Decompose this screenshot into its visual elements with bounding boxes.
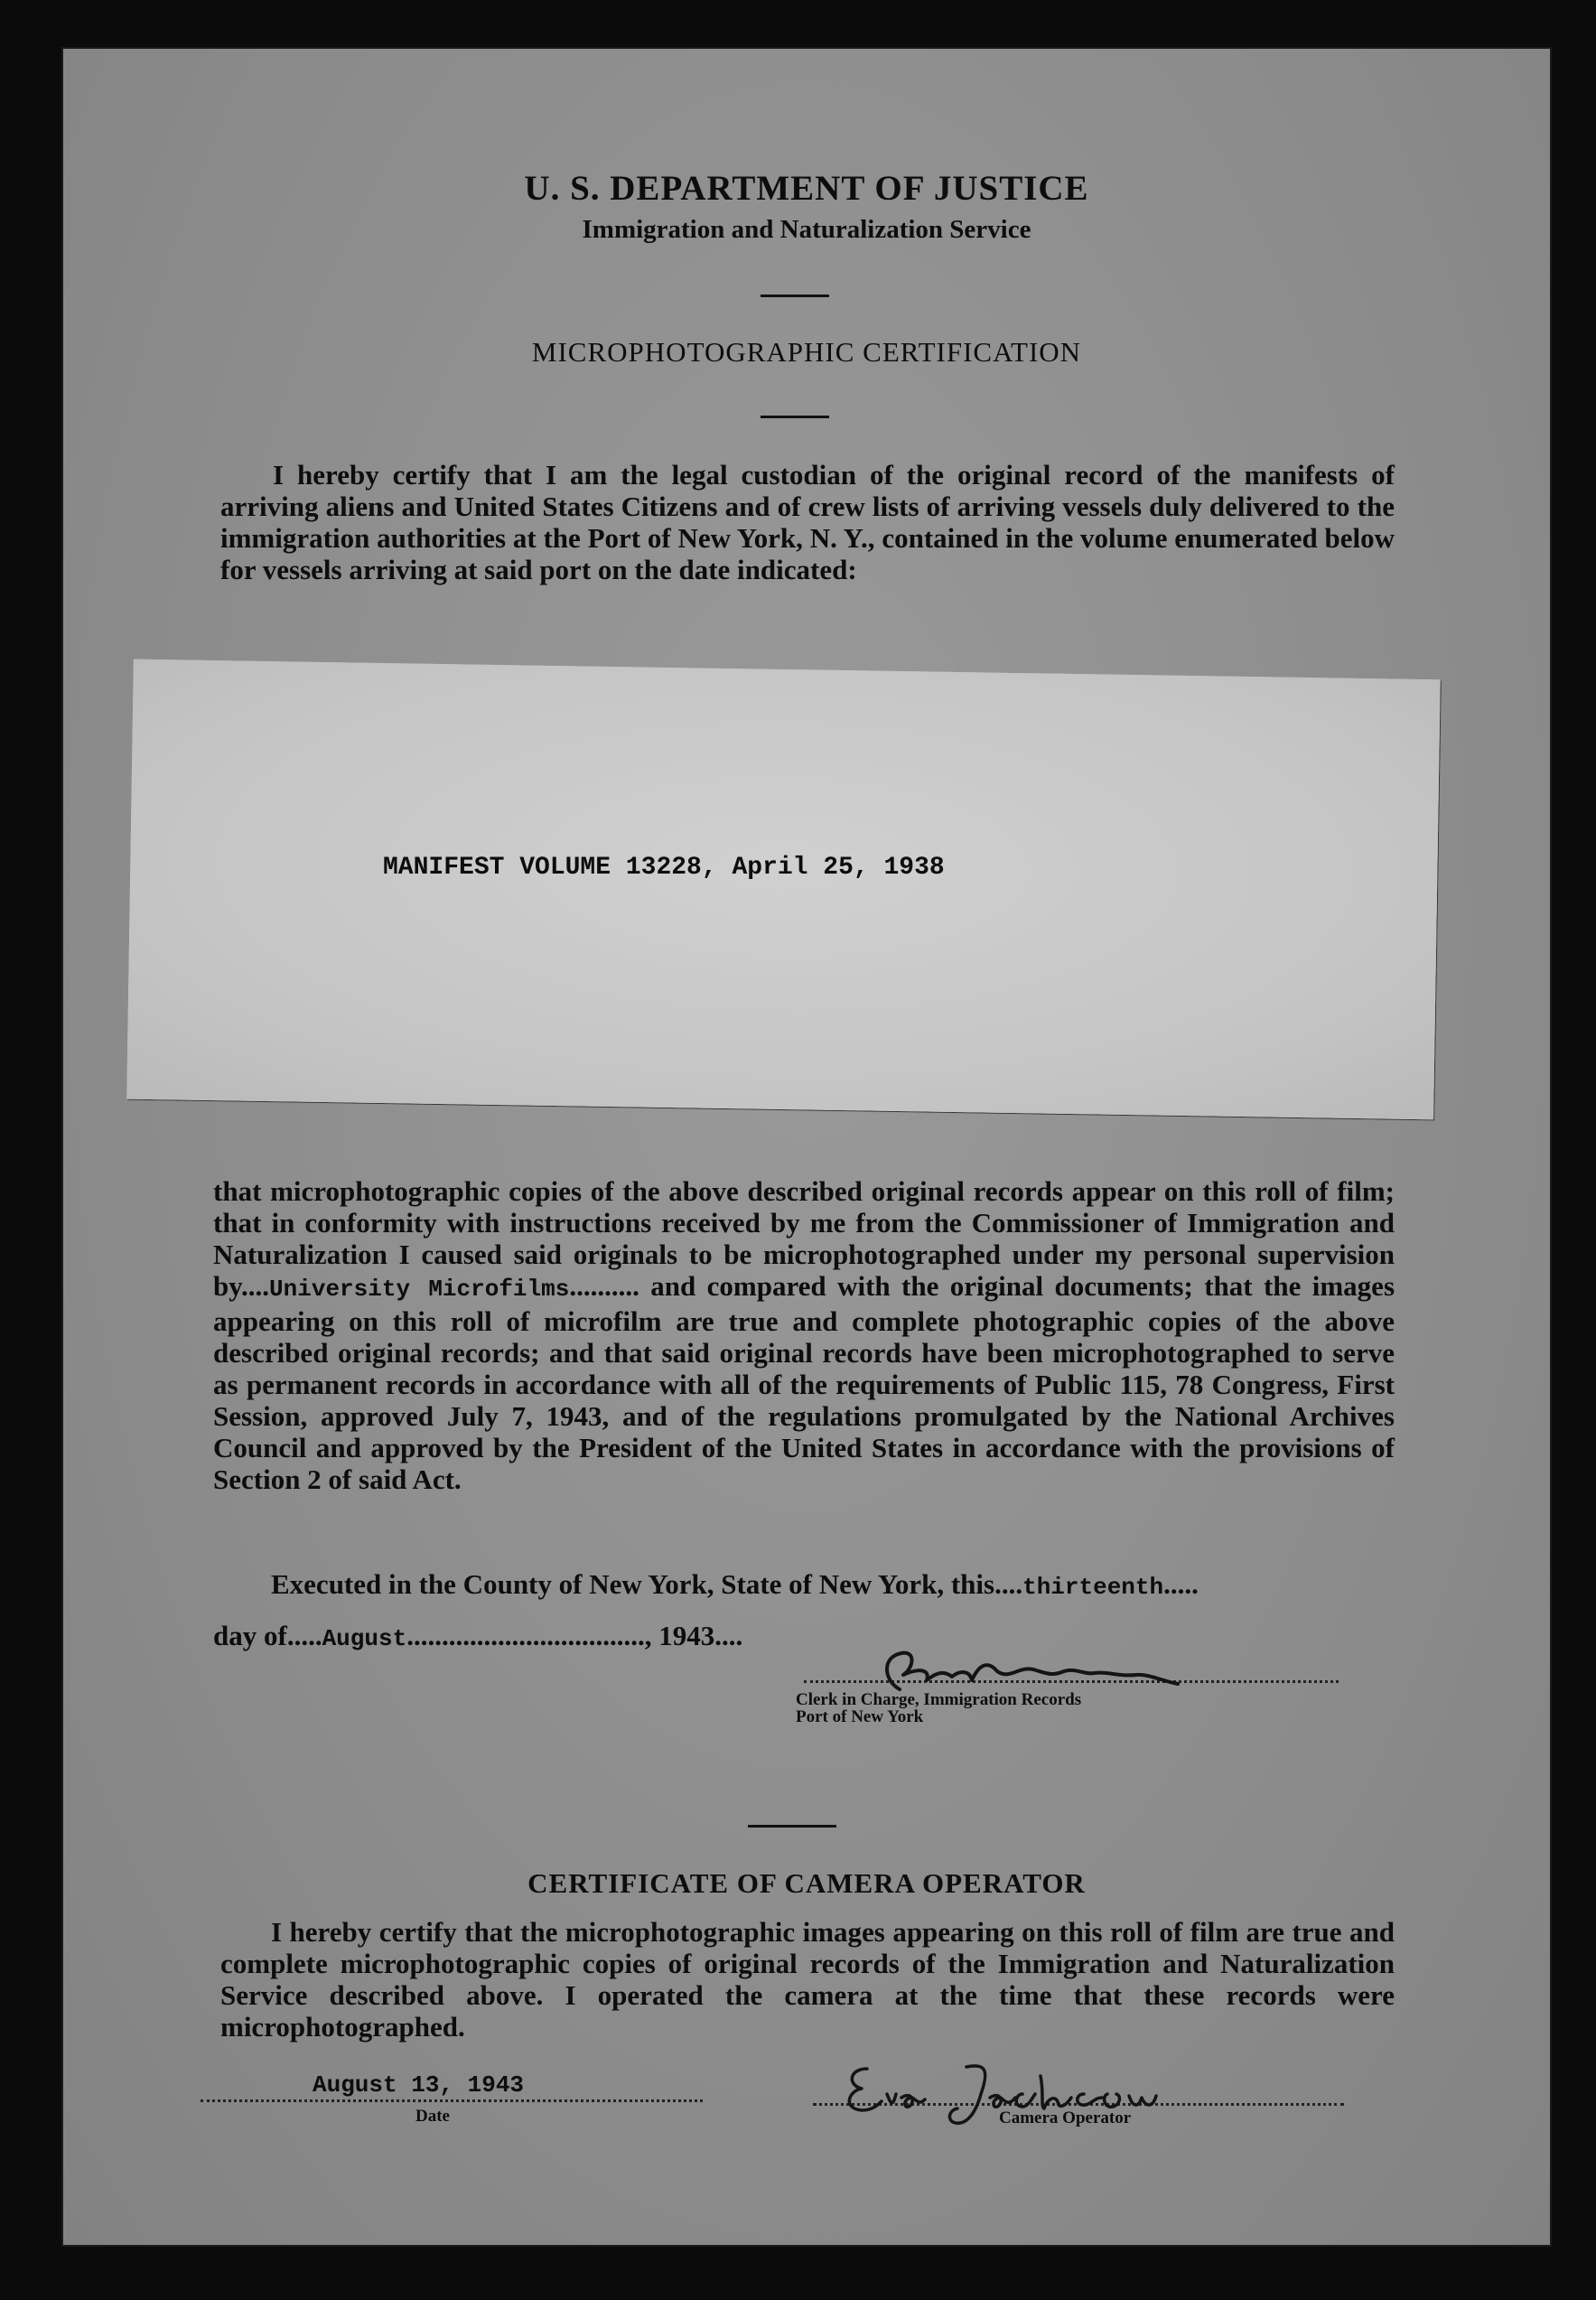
clerk-title: Clerk in Charge, Immigration Records: [796, 1690, 1082, 1709]
certificate-sheet: [61, 47, 1552, 2247]
divider-rule: [748, 1825, 836, 1828]
executed-line: Executed in the County of New York, State of New York, this....thirteenth.....: [271, 1568, 1199, 1601]
executed-day-value: thirteenth: [1022, 1574, 1164, 1601]
camera-date-value: August 13, 1943: [313, 2071, 525, 2099]
divider-rule: [761, 295, 829, 297]
camera-operator-title: CERTIFICATE OF CAMERA OPERATOR: [527, 1867, 1086, 1899]
year-value: 1943: [658, 1620, 715, 1651]
manifest-insert-slip: [126, 659, 1440, 1120]
department-heading: U. S. DEPARTMENT OF JUSTICE: [524, 169, 1089, 208]
body-paragraph: that microphotographic copies of the above described original records appear on this roll of film; that in conformity with instructions received by me from the Commissioner of Immigration and Naturalization I caused said originals to be microphotographed under my personal supervision by....University Microfilms.......... and compared with the original documents; that the images appearing on this roll of microfilm are true and complete photographic copies of the above described original records; and that said original records have been microphotographed to serve as permanent records in accordance with all of the requirements of Public 115, 78 Congress, First Session, approved July 7, 1943, and of the regulations promulgated by the National Archives Council and approved by the President of the United States in accordance with the provisions of Section 2 of said Act.: [213, 1175, 1395, 1495]
divider-rule: [761, 416, 829, 418]
operator-label: Camera Operator: [999, 2108, 1132, 2127]
intro-paragraph: I hereby certify that I am the legal custodian of the original record of the manifests of arriving aliens and United States Citizens and of crew lists of arriving vessels duly delivered to the immigration authorities at the Port of New York, N. Y., contained in the volume enumerated below for vessels arriving at said port on the date indicated:: [220, 459, 1395, 585]
date-line: [201, 2099, 703, 2102]
certification-title: MICROPHOTOGRAPHIC CERTIFICATION: [531, 336, 1082, 368]
service-heading: Immigration and Naturalization Service: [582, 215, 1031, 244]
filmed-by-value: University Microfilms: [269, 1276, 570, 1303]
manifest-volume-text: MANIFEST VOLUME 13228, April 25, 1938: [383, 854, 945, 882]
day-of-line: day of.....August.................................., 1943....: [213, 1620, 743, 1652]
date-label: Date: [415, 2107, 450, 2126]
camera-operator-paragraph: I hereby certify that the microphotographic images appearing on this roll of film are true and complete microphotographic copies of original records of the Immigration and Naturalization Service described above. I operated the camera at the time that these records were microphotographed.: [220, 1916, 1395, 2043]
clerk-location: Port of New York: [796, 1707, 924, 1726]
month-value: August: [322, 1625, 407, 1652]
